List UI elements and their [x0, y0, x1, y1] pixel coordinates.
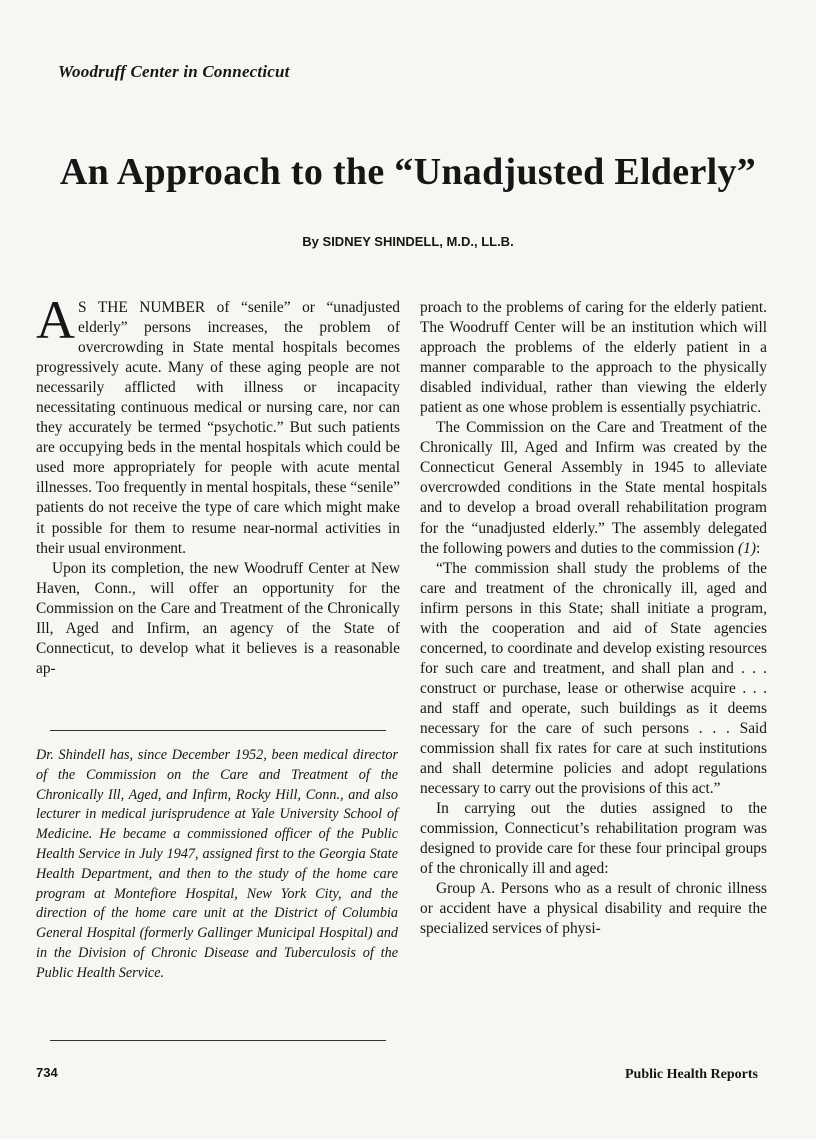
drop-cap: A — [36, 290, 75, 350]
footnote-bottom-rule — [50, 1040, 386, 1041]
intro-paragraph-text: S THE NUMBER of “senile” or “unadjusted elderly” persons increases, the problem of overcrowding in State mental hospitals becomes progressively acute. Many of these aging people are not necessarily afflicted with illness or incapacity necessitating continuous medical or nursing care, nor can they accurately be termed “psychotic.” But such patients are occupying beds in the mental hospitals which could be used more appropriately for people with acute mental illnesses. Too frequently in mental hospitals, these “senile” patients do not receive the type of care which might make it possible for them to resume near-normal activities in their usual environment. — [36, 299, 400, 557]
statute-quote-paragraph: “The commission shall study the problems of the care and treatment of the chronically ill, aged and infirm persons in this State; shall initiate a program, with the cooperation and aid of State agencies concerned, to coordinate and develop existing resources for such care and treatment, and shall plan and . . . construct or purchase, lease or otherwise acquire . . . and staff and operate, such buildings as it deems necessary for the care of such persons . . . Said commission shall fix rates for care at such institutions and shall determine policies and adopt regulations necessary to carry out the provisions of this act.” — [420, 559, 767, 798]
commission-paragraph-end: : — [756, 539, 761, 557]
left-column — [36, 290, 400, 679]
intro-paragraph — [36, 290, 400, 559]
woodruff-paragraph: Upon its completion, the new Woodruff Center at New Haven, Conn., will offer an opportunity for the Commission on the Care and Treatment of the Chronically Ill, Aged and Infirm, an agency of the State of Connecticut, to develop what it believes is a reasonable ap- — [36, 559, 400, 677]
section-heading: Woodruff Center in Connecticut — [58, 62, 290, 81]
article-title: An Approach to the “Unadjusted Elderly” — [59, 151, 757, 193]
author-byline: By SIDNEY SHINDELL, M.D., LL.B. — [302, 234, 514, 249]
author-footnote — [36, 746, 398, 984]
right-column — [420, 298, 767, 940]
approach-paragraph: proach to the problems of caring for the elderly patient. The Woodruff Center will be an institution which will approach the problems of the elderly patient in a manner comparable to the approach to the physically disabled individual, rather than viewing the elderly patient as one whose problem is essentially psychiatric. — [420, 299, 767, 417]
journal-name: Public Health Reports — [625, 1067, 758, 1082]
group-a-paragraph: Group A. Persons who as a result of chronic illness or accident have a physical disability and require the specialized services of physi- — [420, 880, 767, 938]
groups-paragraph: In carrying out the duties assigned to the commission, Connecticut’s rehabilitation program was designed to provide care for these four principal groups of the chronically ill and aged: — [420, 800, 767, 878]
footnote-top-rule — [50, 730, 386, 731]
commission-paragraph-text: The Commission on the Care and Treatment of the Chronically Ill, Aged and Infirm was created by the Connecticut General Assembly in 1945 to alleviate overcrowded conditions in the State mental hospitals and to develop a broad overall rehabilitation program for the “unadjusted elderly.” The assembly delegated the following powers and duties to the commission — [420, 419, 767, 557]
citation-reference: (1) — [738, 539, 756, 557]
page-number: 734 — [36, 1065, 58, 1080]
author-footnote-text: Dr. Shindell has, since December 1952, been medical director of the Commission on the Care and Treatment of the Chronically Ill, Aged, and Infirm, Rocky Hill, Conn., and also lecturer in medical jurisprudence at Yale University School of Medicine. He became a commissioned officer of the Public Health Service in July 1947, assigned first to the Georgia State Health Department, and then to the study of the home care program at Montefiore Hospital, New York City, and the direction of the home care unit at the District of Columbia General Hospital (formerly Gallinger Municipal Hospital) and in the Division of Chronic Disease and Tuberculosis of the Public Health Service. — [36, 747, 398, 981]
commission-paragraph — [420, 418, 767, 558]
